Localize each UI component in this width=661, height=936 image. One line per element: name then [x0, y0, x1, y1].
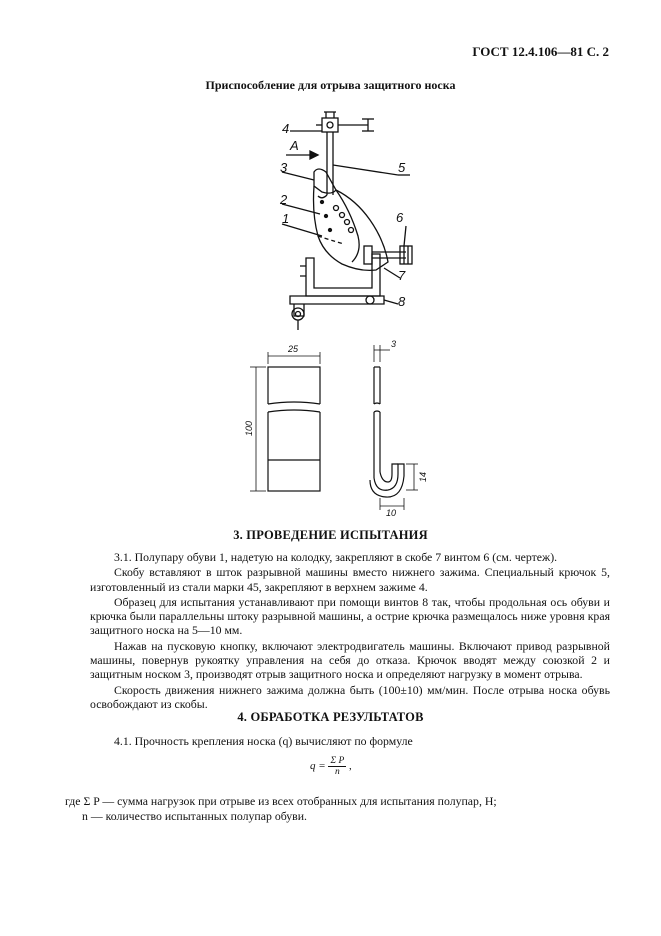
dim-hook-height: 14: [418, 471, 428, 482]
dim-thickness: 3: [391, 339, 397, 349]
document-header: ГОСТ 12.4.106—81 С. 2: [472, 44, 609, 59]
dim-height: 100: [244, 420, 254, 436]
formula: [310, 756, 352, 777]
formula-denominator: n: [334, 767, 340, 777]
section-4-paragraph: 4.1. Прочность крепления носка (q) вычисляют по формуле: [114, 734, 413, 748]
callout-6: 6: [396, 210, 404, 225]
formula-legend: [65, 794, 625, 825]
upper-clamp-shape: [322, 118, 338, 132]
section-4-body: [90, 734, 610, 749]
callout-5: 5: [398, 160, 406, 175]
callout-1: 1: [282, 211, 290, 226]
section-3-paragraph: Скорость движения нижнего зажима должна быть (100±10) мм/мин. После отрыва носка обувь освобождают из скобы.: [90, 682, 610, 711]
callout-2: 2: [280, 192, 288, 207]
legend-line: где Σ P — сумма нагрузок при отрыве из всех отобранных для испытания полупар, Н;: [65, 794, 497, 808]
dim-hook-width: 10: [386, 508, 397, 518]
legend-line: n — количество испытанных полупар обуви.: [82, 809, 308, 824]
callout-4: 4: [282, 121, 290, 136]
callout-7: 7: [398, 268, 406, 283]
section-3-paragraph: 3.1. Полупару обуви 1, надетую на колодку, закрепляют в скобе 7 винтом 6 (см. чертеж).: [114, 550, 558, 564]
callout-8: 8: [398, 294, 406, 309]
section-3-paragraph: Образец для испытания устанавливают при помощи винтов 8 так, чтобы продольная ось обуви и крючка были параллельны штоку разрывной машины, а острие крючка размещалось ниже уровня края защитного носка на 5—10 мм.: [90, 594, 610, 638]
callout-A: A: [290, 138, 299, 153]
formula-tail: ,: [349, 760, 352, 773]
section-3-paragraph: Скобу вставляют в шток разрывной машины вместо нижнего зажима. Специальный крючок 5, изготовленный из стали марки 45, закрепляют в верхнем зажиме 4.: [90, 565, 610, 594]
section-3-paragraph: Нажав на пусковую кнопку, включают электродвигатель машины. Включают привод разрывной машины, повернув рукоятку управления на себя до отказа. Крючок вводят между союзкой 2 и защитным носком 3, производят отрыв защитного носка и определяют нагрузку в момент отрыва.: [90, 638, 610, 682]
section-3-body: [90, 550, 610, 712]
dim-width: 25: [288, 344, 299, 354]
figure-title: Приспособление для отрыва защитного носка: [205, 78, 456, 92]
formula-lhs: q =: [310, 760, 326, 773]
formula-numerator: Σ P: [330, 756, 345, 766]
section-3-title: 3. ПРОВЕДЕНИЕ ИСПЫТАНИЯ: [233, 528, 428, 542]
callout-3: 3: [280, 160, 288, 175]
section-4-title: 4. ОБРАБОТКА РЕЗУЛЬТАТОВ: [237, 710, 424, 724]
